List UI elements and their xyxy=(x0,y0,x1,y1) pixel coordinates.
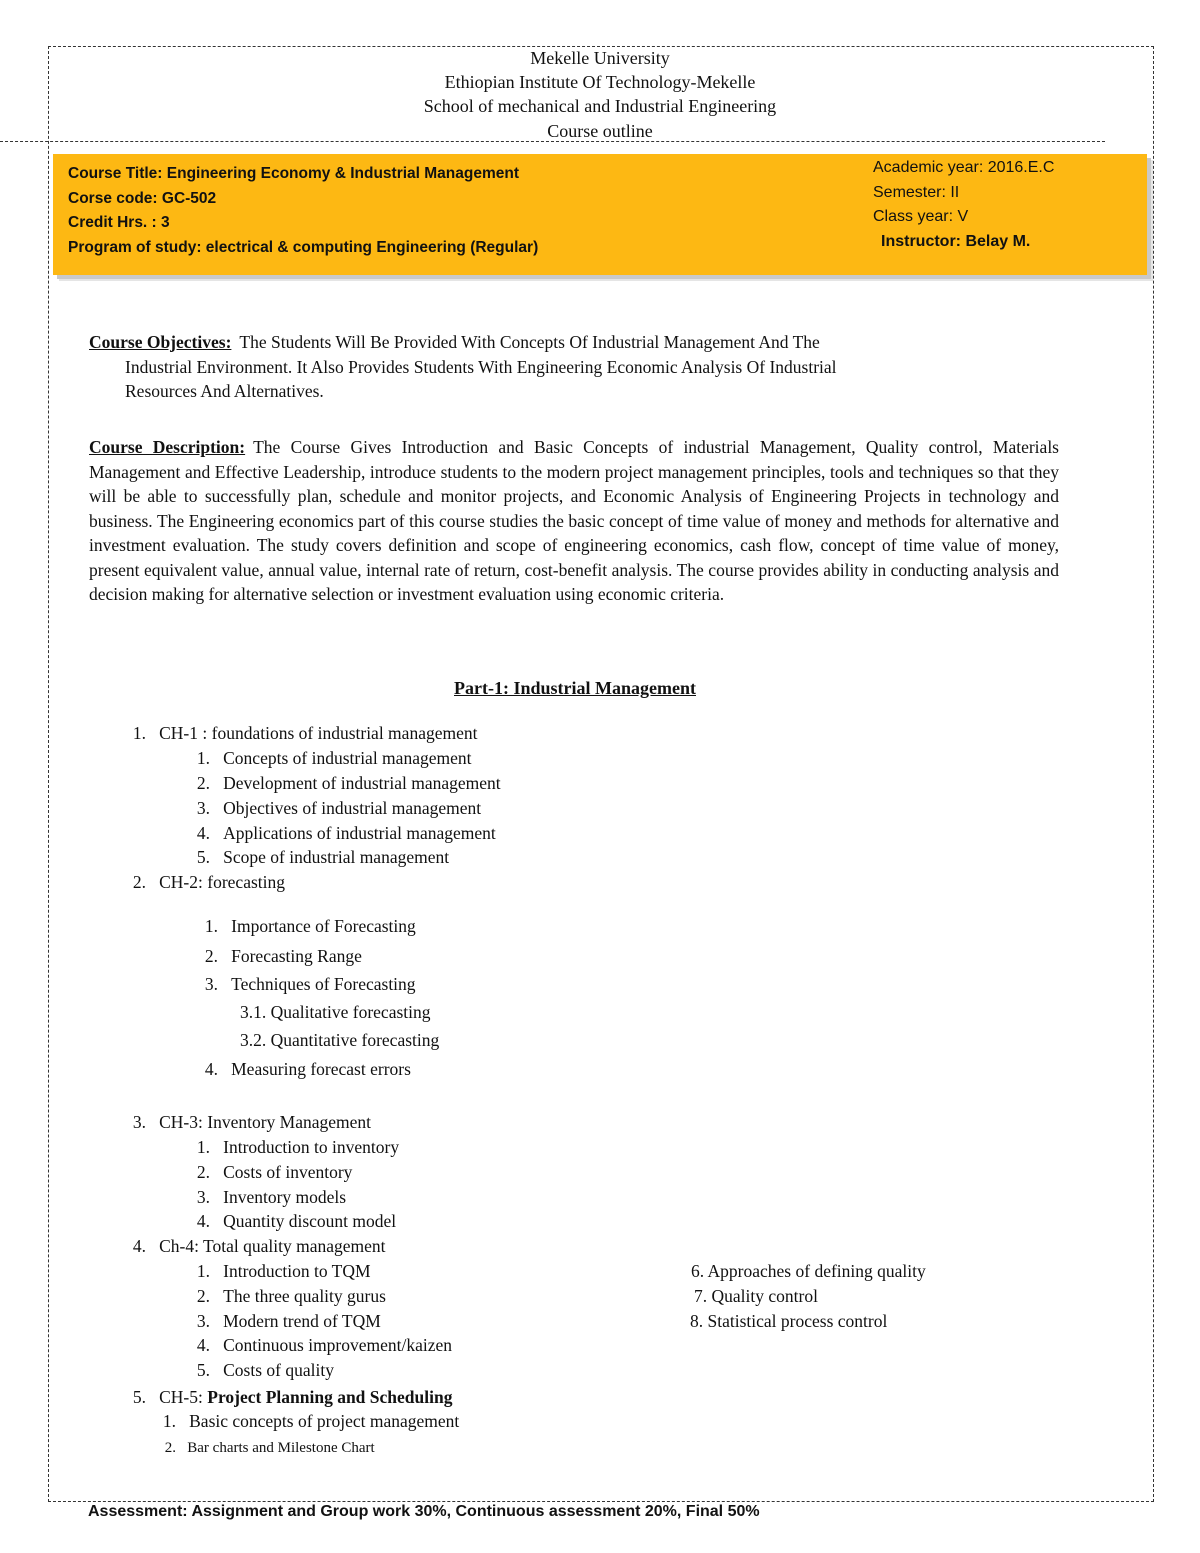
list-item: 6. Approaches of defining quality xyxy=(691,1261,926,1281)
list-item: 3. Objectives of industrial management xyxy=(196,798,482,818)
list-item: 1. Introduction to inventory xyxy=(196,1137,400,1157)
chapter-3: 3. CH-3: Inventory Management xyxy=(132,1112,372,1132)
list-item: 8. Statistical process control xyxy=(690,1311,888,1331)
instructor: Instructor: Belay M. xyxy=(881,232,1031,250)
chapter-2: 2. CH-2: forecasting xyxy=(132,872,285,892)
part-1-title: Part-1: Industrial Management xyxy=(454,678,696,698)
list-item: 4. Measuring forecast errors xyxy=(204,1059,411,1079)
list-item: 2. Costs of inventory xyxy=(196,1162,353,1182)
program-of-study: Program of study: electrical & computing Engineering (Regular) xyxy=(68,238,539,256)
course-objectives xyxy=(89,330,1059,404)
objectives-label: Course Objectives: xyxy=(89,332,232,352)
list-item: 5. Scope of industrial management xyxy=(196,847,450,867)
class-year: Class year: V xyxy=(873,208,969,225)
list-item: 7. Quality control xyxy=(694,1286,818,1306)
list-item: 2. The three quality gurus xyxy=(196,1286,386,1306)
objectives-line-3: Resources And Alternatives. xyxy=(125,381,324,401)
description-text: The Course Gives Introduction and Basic Concepts of industrial Management, Quality control, Materials Management and Effective Leadership, introduce students to the modern project management principles, tools and techniques so that they will be able to successfully plan, schedule and monitor projects, and Economic Analysis of Engineering Projects in technology and business. The Engineering economics part of this course studies the basic concept of time value of money and methods for alternative and investment evaluation. The study covers definition and scope of engineering economics, cash flow, concept of time value of money, present equivalent value, annual value, internal rate of return, cost-benefit analysis. The course provides ability in conducting analysis and decision making for alternative selection or investment evaluation using economic criteria. xyxy=(89,437,1059,604)
list-item: 1. Basic concepts of project management xyxy=(162,1411,460,1431)
course-info-box xyxy=(53,154,1147,275)
chapter-1: 1. CH-1 : foundations of industrial management xyxy=(132,723,478,743)
university-name: Mekelle University xyxy=(530,48,670,68)
list-item: 3. Inventory models xyxy=(196,1187,347,1207)
institute-name: Ethiopian Institute Of Technology-Mekelle xyxy=(444,72,756,92)
list-item: 4. Applications of industrial management xyxy=(196,823,496,843)
list-item: 5. Costs of quality xyxy=(196,1360,334,1380)
list-item: 4. Continuous improvement/kaizen xyxy=(196,1335,453,1355)
semester: Semester: II xyxy=(873,183,960,201)
school-name: School of mechanical and Industrial Engineering xyxy=(423,96,777,116)
chapter-5: 5. CH-5: Project Planning and Scheduling xyxy=(132,1387,453,1407)
list-item: 2. Development of industrial management xyxy=(196,773,501,793)
course-title: Course Title: Engineering Economy & Industrial Management xyxy=(68,165,520,182)
list-item: 1. Concepts of industrial management xyxy=(196,748,472,768)
list-item: 3.2. Quantitative forecasting xyxy=(240,1030,440,1050)
course-code: Corse code: GC-502 xyxy=(68,189,217,207)
list-item: 1. Introduction to TQM xyxy=(196,1261,371,1281)
list-item: 2. Bar charts and Milestone Chart xyxy=(164,1440,375,1456)
chapter-4: 4. Ch-4: Total quality management xyxy=(132,1236,386,1256)
objectives-line-1: The Students Will Be Provided With Concepts Of Industrial Management And The xyxy=(239,332,820,352)
list-item: 3. Modern trend of TQM xyxy=(196,1311,381,1331)
description-label: Course Description: xyxy=(89,437,246,457)
list-item: 3.1. Qualitative forecasting xyxy=(240,1002,431,1022)
assessment-line: Assessment: Assignment and Group work 30%, Continuous assessment 20%, Final 50% xyxy=(88,1503,760,1520)
objectives-line-2: Industrial Environment. It Also Provides Students With Engineering Economic Analysis Of Industrial xyxy=(125,356,837,377)
document-title: Course outline xyxy=(547,121,653,141)
list-item: 1. Importance of Forecasting xyxy=(204,916,416,936)
course-description xyxy=(89,435,1059,607)
list-item: 2. Forecasting Range xyxy=(204,946,362,966)
academic-year: Academic year: 2016.E.C xyxy=(873,159,1055,176)
list-item: 4. Quantity discount model xyxy=(196,1211,397,1231)
credit-hours: Credit Hrs. : 3 xyxy=(68,214,170,231)
list-item: 3. Techniques of Forecasting xyxy=(204,974,416,994)
